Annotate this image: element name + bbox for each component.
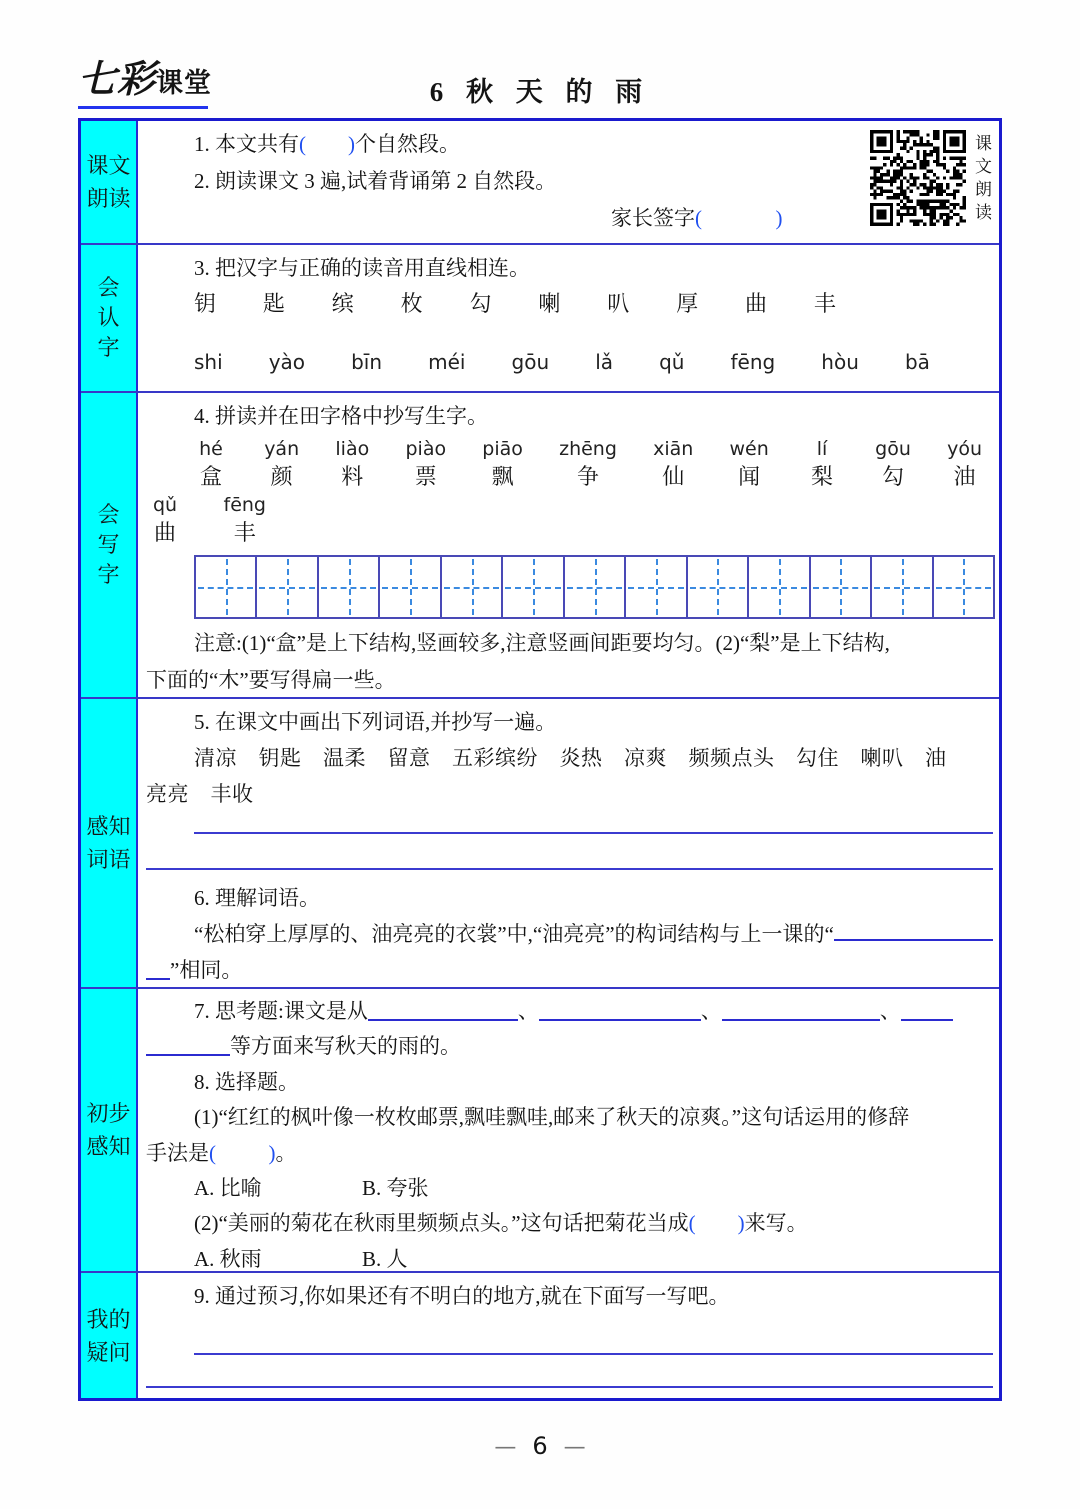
question-8-2 [194,1206,993,1241]
match-pinyin: qǔ [659,350,685,374]
pinyin-character-pair [194,437,228,491]
character-text: 票 [414,464,437,489]
section-recognize-characters [81,243,999,391]
match-pinyin: shi [194,350,223,374]
label-text: 疑问 [86,1339,131,1365]
section-label-doubts [81,1273,138,1398]
character-text: 料 [341,464,364,489]
brand-logo-sub: 课堂 [156,68,213,98]
tianzige-writing-grid [194,555,995,619]
label-text: 会写字 [97,502,120,587]
character-text: 争 [576,464,599,489]
question-text: 个自然段。 [355,132,460,156]
answer-paren-blank: ( ) [299,132,355,156]
section-initial-perception [81,987,999,1271]
label-text: 词语 [86,847,131,872]
pinyin-text: zhēng [559,438,617,460]
fill-blank [539,999,701,1021]
question-text: 1. 本文共有 [194,132,299,156]
reading-content [138,121,999,243]
word-list-line2: 亮亮 丰收 [146,782,254,806]
pinyin-character-pair [730,437,769,491]
match-pinyin: fēng [730,350,776,374]
character-text: 曲 [153,520,176,545]
question-text: 。 [275,1140,297,1165]
pinyin-text: xiān [653,438,694,460]
question-8-1-line1: (1)“红红的枫叶像一枚枚邮票,飘哇飘哇,邮来了秋天的凉爽。”这句话运用的修辞 [194,1105,910,1130]
match-character: 丰 [813,291,836,316]
character-text: 梨 [810,464,833,489]
character-text: 勾 [882,464,905,489]
write-note-line2: 下面的“木”要写得扁一些。 [146,668,396,692]
question-7-cont [146,1029,993,1064]
question-6-text2 [146,952,993,987]
pinyin-character-pair [947,437,982,491]
match-pinyin: hòu [821,350,859,374]
tianzige-cell [319,557,380,617]
option-b: B. 夸张 [362,1176,429,1201]
qr-caption: 课文朗读 [972,134,991,226]
write-note-line1: 注意:(1)“盒”是上下结构,竖画较多,注意竖画间距要均匀。(2)“梨”是上下结构, [194,631,890,655]
match-character: 枚 [400,291,423,316]
match-character: 匙 [262,291,285,316]
section-my-questions [81,1271,999,1398]
pinyin-text: gōu [875,438,911,460]
qr-code [870,130,966,226]
section-label-initial [81,989,138,1271]
footer-dash: — [494,1435,517,1460]
match-pinyin: méi [428,350,466,374]
character-text: 飘 [491,464,514,489]
tianzige-cell [565,557,626,617]
blank-separator: 、 [879,999,901,1023]
question-4: 4. 拼读并在田字格中抄写生字。 [194,404,488,428]
question-text: 等方面来写秋天的雨的。 [230,1034,461,1059]
label-text: 初步 [86,1101,131,1126]
pinyin-character-pair [559,437,617,491]
character-text: 闻 [738,464,761,489]
pinyin-text: wén [729,438,769,460]
writing-line [146,868,993,870]
fill-blank [901,999,953,1021]
option-b: B. 人 [362,1246,408,1271]
pinyin-character-pair [148,493,182,547]
tianzige-cell [749,557,810,617]
pinyin-text: lí [816,438,828,460]
writing-line [146,1386,993,1388]
match-character: 缤 [331,291,354,316]
label-text: 朗读 [86,186,131,211]
pinyin-text: qǔ [152,494,178,516]
answer-paren-blank: ( ) [209,1140,276,1165]
match-pinyin: lǎ [595,350,613,374]
question-8-2-options [194,1242,993,1271]
blank-separator: 、 [700,999,722,1023]
label-text: 会认字 [97,275,120,360]
pinyin-character-pair [224,493,266,547]
character-text: 油 [953,464,976,489]
option-a: A. 秋雨 [194,1246,262,1271]
pinyin-character-pair [335,437,369,491]
question-9: 9. 通过预习,你如果还有不明白的地方,就在下面写一写吧。 [194,1284,730,1308]
recognize-content [138,245,999,391]
match-character: 喇 [538,291,561,316]
pinyin-character-pair [406,437,447,491]
fill-blank [834,919,993,941]
match-pinyin: bīn [351,350,383,374]
character-text: 仙 [662,464,685,489]
section-label-write [81,393,138,697]
question-3: 3. 把汉字与正确的读音用直线相连。 [194,256,530,280]
character-text: 丰 [233,520,256,545]
question-6-text [194,916,993,952]
tianzige-cell [811,557,872,617]
pinyin-character-row-1 [194,437,982,491]
doubts-content [138,1273,999,1398]
pinyin-row [194,347,930,377]
section-reading-aloud [81,121,999,243]
label-text: 感知 [86,814,131,839]
character-text: 盒 [199,464,222,489]
question-8-1-options [194,1171,993,1206]
writing-line [194,1353,993,1355]
answer-paren-blank: ( ) [688,1211,745,1236]
question-text: 来写。 [744,1211,808,1236]
match-character: 叭 [607,291,630,316]
pinyin-character-pair [805,437,839,491]
pinyin-text: piào [405,438,447,460]
question-2: 2. 朗读课文 3 遍,试着背诵第 2 自然段。 [194,169,557,193]
tianzige-cell [872,557,933,617]
label-text: 课文 [86,153,131,178]
pinyin-character-pair [264,437,299,491]
match-character: 勾 [469,291,492,316]
question-text: 7. 思考题:课文是从 [194,999,368,1023]
footer-dash: — [563,1435,586,1460]
question-5: 5. 在课文中画出下列词语,并抄写一遍。 [194,710,557,734]
pinyin-text: yán [264,438,300,460]
tianzige-cell [934,557,993,617]
writing-line [194,832,993,834]
match-character: 钥 [194,291,217,316]
section-write-characters [81,391,999,697]
write-content [138,393,999,697]
signature-label: 家长签字 [611,206,695,230]
question-text: 手法是 [146,1140,209,1165]
pinyin-text: yóu [947,438,982,460]
word-list-line1: 清凉 钥匙 温柔 留意 五彩缤纷 炎热 凉爽 频频点头 勾住 喇叭 油 [194,746,947,770]
label-text: 我的 [86,1306,131,1332]
pinyin-text: hé [199,438,223,460]
pinyin-text: piāo [482,438,523,460]
label-text: 感知 [86,1134,131,1159]
brand-logo-script: 七彩 [78,56,157,101]
question-6: 6. 理解词语。 [194,886,320,910]
tianzige-cell [626,557,687,617]
question-7 [194,994,993,1029]
fill-blank [146,1034,230,1056]
tianzige-cell [503,557,564,617]
lesson-title: 6 秋 天 的 雨 [429,77,651,107]
fill-blank [368,999,518,1021]
match-pinyin: bā [904,350,930,374]
match-character: 厚 [676,291,699,316]
question-8: 8. 选择题。 [194,1069,299,1094]
pinyin-text: fēng [223,494,266,516]
match-pinyin: gōu [511,350,550,374]
fill-blank [722,999,880,1021]
page-number: 6 [532,1432,548,1460]
question-8-1-line2 [146,1136,993,1171]
question-text: ”相同。 [170,958,243,982]
tianzige-cell [196,557,257,617]
blank-separator: 、 [517,999,539,1023]
tianzige-cell [688,557,749,617]
character-row [194,287,836,321]
words-content [138,699,999,987]
pinyin-character-pair [653,437,693,491]
option-a: A. 比喻 [194,1176,262,1201]
question-text: “松柏穿上厚厚的、油亮亮的衣裳”中,“油亮亮”的构词结构与上一课的“ [194,922,834,946]
section-label-words [81,699,138,987]
page-footer [0,1432,1080,1460]
section-label-recognize [81,245,138,391]
character-text: 颜 [270,464,293,489]
tianzige-cell [442,557,503,617]
tianzige-cell [380,557,441,617]
qr-block [870,130,991,226]
section-perceive-words [81,697,999,987]
match-pinyin: yào [268,350,306,374]
section-label-reading [81,121,138,243]
initial-content [138,989,999,1271]
pinyin-character-row-2 [148,493,266,547]
signature-paren-blank: ( ) [695,206,783,230]
pinyin-text: liào [335,438,370,460]
worksheet-table [78,118,1002,1401]
pinyin-character-pair [875,437,911,491]
question-text: (2)“美丽的菊花在秋雨里频频点头。”这句话把菊花当成 [194,1211,689,1236]
pinyin-character-pair [482,437,523,491]
fill-blank [146,958,170,980]
match-character: 曲 [745,291,768,316]
tianzige-cell [257,557,318,617]
